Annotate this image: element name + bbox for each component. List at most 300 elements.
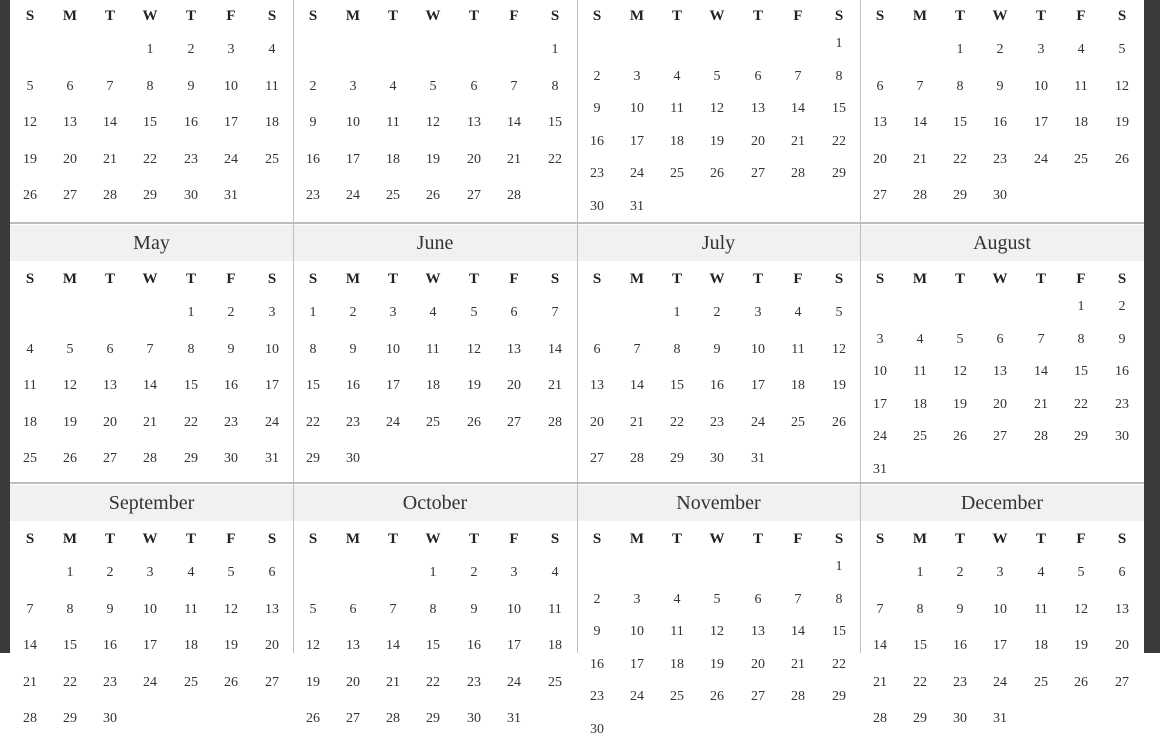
day-cell: 15 [306, 378, 320, 393]
day-cell: 9 [593, 101, 601, 116]
day-cell: 20 [467, 151, 481, 167]
day-cell: 1 [916, 565, 924, 580]
day-cell: 15 [548, 115, 562, 130]
day-cell: 21 [23, 674, 37, 690]
day-cell: 13 [1115, 601, 1129, 617]
weekday-header: F [793, 8, 803, 24]
month-panel [10, 0, 293, 223]
day-cell: 12 [710, 624, 724, 639]
day-cell: 27 [467, 188, 481, 203]
day-cell: 21 [791, 133, 805, 149]
month-title: September [10, 485, 293, 521]
weekday-header: F [1076, 271, 1086, 287]
day-cell: 25 [386, 188, 400, 203]
day-cell: 6 [106, 341, 114, 357]
day-cell: 28 [873, 711, 887, 726]
day-cell: 4 [1077, 42, 1085, 57]
day-cell: 24 [993, 674, 1007, 690]
day-cell: 21 [386, 674, 400, 690]
weekday-header: F [226, 531, 236, 547]
day-cell: 5 [1118, 42, 1126, 57]
weekday-header: S [550, 271, 560, 287]
day-cell: 24 [143, 674, 157, 690]
weekday-header: S [308, 271, 318, 287]
day-cell: 11 [23, 378, 37, 393]
day-cell: 2 [1118, 299, 1126, 314]
weekday-header: T [104, 8, 115, 24]
month-panel [10, 223, 293, 483]
day-cell: 3 [349, 78, 357, 94]
day-cell: 21 [548, 378, 562, 393]
day-cell: 6 [66, 78, 74, 94]
weekday-header: T [387, 8, 398, 24]
weekday-header: T [671, 271, 682, 287]
day-cell: 11 [426, 341, 440, 357]
day-cell: 9 [593, 624, 601, 639]
weekday-header: F [226, 8, 236, 24]
weekday-header: T [1035, 271, 1046, 287]
day-cell: 31 [265, 451, 279, 466]
day-cell: 9 [1118, 331, 1126, 347]
weekday-header: F [509, 271, 519, 287]
day-cell: 24 [630, 166, 644, 181]
day-cell: 24 [224, 151, 238, 167]
day-cell: 7 [146, 341, 154, 357]
day-cell: 9 [349, 341, 357, 357]
day-cell: 22 [1074, 396, 1088, 412]
day-cell: 28 [23, 711, 37, 726]
page-border-right [1144, 0, 1160, 653]
weekday-header: M [629, 8, 645, 24]
day-cell: 3 [268, 305, 276, 320]
day-cell: 1 [146, 42, 154, 57]
month-panel [293, 0, 577, 223]
day-cell: 19 [224, 638, 238, 653]
weekday-header: M [345, 531, 361, 547]
day-cell: 23 [467, 674, 481, 690]
day-cell: 11 [791, 341, 805, 357]
day-cell: 27 [751, 166, 765, 181]
weekday-header: S [875, 531, 885, 547]
day-cell: 27 [507, 414, 521, 430]
day-cell: 26 [63, 451, 77, 466]
day-cell: 18 [1074, 115, 1088, 130]
day-cell: 19 [953, 396, 967, 412]
weekday-header: S [308, 8, 318, 24]
day-cell: 12 [710, 101, 724, 116]
day-cell: 8 [187, 341, 195, 357]
day-cell: 25 [670, 166, 684, 181]
weekday-header: S [834, 8, 844, 24]
day-cell: 22 [184, 414, 198, 430]
weekday-header: S [592, 271, 602, 287]
day-cell: 29 [1074, 429, 1088, 444]
day-cell: 1 [956, 42, 964, 57]
day-cell: 21 [630, 414, 644, 430]
weekday-header: M [62, 271, 78, 287]
day-cell: 29 [913, 711, 927, 726]
day-cell: 12 [23, 115, 37, 130]
day-cell: 16 [993, 115, 1007, 130]
weekday-header: W [709, 8, 725, 24]
day-cell: 5 [309, 601, 317, 617]
day-cell: 24 [1034, 151, 1048, 167]
day-cell: 14 [103, 115, 117, 130]
day-cell: 4 [794, 305, 802, 320]
day-cell: 30 [1115, 429, 1129, 444]
day-cell: 2 [227, 305, 235, 320]
day-cell: 11 [670, 101, 684, 116]
day-cell: 21 [791, 656, 805, 672]
day-cell: 23 [1115, 396, 1129, 412]
day-cell: 14 [873, 638, 887, 653]
day-cell: 30 [953, 711, 967, 726]
day-cell: 12 [63, 378, 77, 393]
month-panel [10, 483, 293, 726]
day-cell: 13 [993, 364, 1007, 379]
day-cell: 22 [670, 414, 684, 430]
day-cell: 14 [386, 638, 400, 653]
day-cell: 13 [873, 115, 887, 130]
day-cell: 30 [590, 198, 604, 214]
day-cell: 8 [835, 591, 843, 607]
day-cell: 15 [143, 115, 157, 130]
day-cell: 20 [63, 151, 77, 167]
day-cell: 2 [349, 305, 357, 320]
day-cell: 29 [63, 711, 77, 726]
day-cell: 29 [832, 166, 846, 181]
day-cell: 24 [507, 674, 521, 690]
weekday-header: F [509, 531, 519, 547]
day-cell: 3 [754, 305, 762, 320]
day-cell: 11 [184, 601, 198, 617]
day-cell: 28 [630, 451, 644, 466]
day-cell: 13 [590, 378, 604, 393]
month-panel [293, 223, 577, 483]
day-cell: 16 [184, 115, 198, 130]
day-cell: 23 [710, 414, 724, 430]
day-cell: 26 [953, 429, 967, 444]
day-cell: 31 [993, 711, 1007, 726]
month-panel [577, 483, 860, 737]
month-panel [577, 0, 860, 223]
day-cell: 30 [710, 451, 724, 466]
day-cell: 23 [590, 166, 604, 181]
year-calendar-grid [10, 0, 1144, 737]
month-title: October [293, 485, 577, 521]
day-cell: 29 [426, 711, 440, 726]
day-cell: 6 [754, 591, 762, 607]
day-cell: 26 [426, 188, 440, 203]
day-cell: 12 [832, 341, 846, 357]
day-cell: 5 [66, 341, 74, 357]
day-cell: 2 [593, 68, 601, 84]
day-cell: 16 [306, 151, 320, 167]
day-cell: 5 [470, 305, 478, 320]
day-cell: 25 [265, 151, 279, 167]
day-cell: 20 [993, 396, 1007, 412]
day-cell: 27 [751, 689, 765, 704]
weekday-header: T [671, 8, 682, 24]
weekday-header: S [25, 531, 35, 547]
day-cell: 3 [996, 565, 1004, 580]
month-title: May [10, 225, 293, 261]
day-cell: 3 [510, 565, 518, 580]
day-cell: 4 [429, 305, 437, 320]
day-cell: 28 [1034, 429, 1048, 444]
day-cell: 19 [710, 656, 724, 672]
day-cell: 17 [751, 378, 765, 393]
weekday-header: T [954, 271, 965, 287]
day-cell: 10 [873, 364, 887, 379]
day-cell: 13 [467, 115, 481, 130]
day-cell: 1 [66, 565, 74, 580]
day-cell: 18 [23, 414, 37, 430]
day-cell: 3 [146, 565, 154, 580]
day-cell: 24 [386, 414, 400, 430]
day-cell: 25 [791, 414, 805, 430]
day-cell: 8 [66, 601, 74, 617]
day-cell: 26 [23, 188, 37, 203]
day-cell: 5 [227, 565, 235, 580]
day-cell: 6 [510, 305, 518, 320]
day-cell: 12 [306, 638, 320, 653]
day-cell: 21 [1034, 396, 1048, 412]
weekday-header: T [752, 531, 763, 547]
day-cell: 13 [751, 101, 765, 116]
weekday-header: W [709, 531, 725, 547]
day-cell: 7 [794, 68, 802, 84]
day-cell: 26 [710, 166, 724, 181]
day-cell: 16 [1115, 364, 1129, 379]
day-cell: 10 [751, 341, 765, 357]
day-cell: 7 [389, 601, 397, 617]
month-panel [860, 223, 1144, 483]
month-title: July [577, 225, 860, 261]
day-cell: 5 [835, 305, 843, 320]
day-cell: 26 [1074, 674, 1088, 690]
day-cell: 29 [184, 451, 198, 466]
day-cell: 13 [103, 378, 117, 393]
day-cell: 22 [426, 674, 440, 690]
day-cell: 31 [751, 451, 765, 466]
day-cell: 6 [754, 68, 762, 84]
day-cell: 4 [1037, 565, 1045, 580]
weekday-header: T [671, 531, 682, 547]
day-cell: 28 [548, 414, 562, 430]
day-cell: 10 [265, 341, 279, 357]
day-cell: 7 [916, 78, 924, 94]
weekday-header: M [912, 271, 928, 287]
day-cell: 22 [143, 151, 157, 167]
day-cell: 11 [386, 115, 400, 130]
day-cell: 29 [143, 188, 157, 203]
day-cell: 5 [713, 591, 721, 607]
weekday-header: T [185, 271, 196, 287]
day-cell: 21 [913, 151, 927, 167]
day-cell: 26 [1115, 151, 1129, 167]
day-cell: 25 [913, 429, 927, 444]
day-cell: 8 [429, 601, 437, 617]
weekday-header: T [752, 8, 763, 24]
day-cell: 3 [876, 331, 884, 347]
day-cell: 9 [227, 341, 235, 357]
day-cell: 15 [913, 638, 927, 653]
month-panel [860, 483, 1144, 726]
day-cell: 5 [26, 78, 34, 94]
day-cell: 15 [63, 638, 77, 653]
day-cell: 8 [956, 78, 964, 94]
day-cell: 25 [670, 689, 684, 704]
day-cell: 11 [1074, 78, 1088, 94]
day-cell: 3 [227, 42, 235, 57]
day-cell: 10 [630, 101, 644, 116]
weekday-header: S [550, 531, 560, 547]
day-cell: 16 [710, 378, 724, 393]
day-cell: 8 [551, 78, 559, 94]
day-cell: 14 [23, 638, 37, 653]
day-cell: 23 [306, 188, 320, 203]
day-cell: 1 [309, 305, 317, 320]
day-cell: 11 [913, 364, 927, 379]
day-cell: 17 [873, 396, 887, 412]
day-cell: 14 [143, 378, 157, 393]
day-cell: 17 [1034, 115, 1048, 130]
weekday-header: F [509, 8, 519, 24]
day-cell: 8 [1077, 331, 1085, 347]
day-cell: 8 [146, 78, 154, 94]
day-cell: 14 [507, 115, 521, 130]
day-cell: 6 [349, 601, 357, 617]
day-cell: 14 [1034, 364, 1048, 379]
day-cell: 31 [224, 188, 238, 203]
day-cell: 18 [548, 638, 562, 653]
weekday-header: S [875, 8, 885, 24]
day-cell: 16 [953, 638, 967, 653]
month-title: June [293, 225, 577, 261]
day-cell: 2 [593, 591, 601, 607]
day-cell: 13 [751, 624, 765, 639]
day-cell: 30 [184, 188, 198, 203]
day-cell: 25 [184, 674, 198, 690]
day-cell: 4 [916, 331, 924, 347]
day-cell: 18 [426, 378, 440, 393]
day-cell: 15 [184, 378, 198, 393]
day-cell: 26 [832, 414, 846, 430]
day-cell: 14 [791, 101, 805, 116]
day-cell: 6 [996, 331, 1004, 347]
day-cell: 22 [306, 414, 320, 430]
day-cell: 27 [103, 451, 117, 466]
day-cell: 10 [143, 601, 157, 617]
day-cell: 17 [386, 378, 400, 393]
day-cell: 26 [710, 689, 724, 704]
day-cell: 18 [791, 378, 805, 393]
day-cell: 13 [507, 341, 521, 357]
day-cell: 7 [1037, 331, 1045, 347]
day-cell: 25 [23, 451, 37, 466]
day-cell: 21 [507, 151, 521, 167]
day-cell: 18 [1034, 638, 1048, 653]
day-cell: 7 [551, 305, 559, 320]
day-cell: 9 [996, 78, 1004, 94]
day-cell: 10 [630, 624, 644, 639]
weekday-header: W [992, 531, 1008, 547]
day-cell: 22 [548, 151, 562, 167]
day-cell: 14 [548, 341, 562, 357]
weekday-header: W [425, 531, 441, 547]
day-cell: 3 [1037, 42, 1045, 57]
weekday-header: T [468, 271, 479, 287]
day-cell: 20 [265, 638, 279, 653]
day-cell: 1 [187, 305, 195, 320]
day-cell: 17 [224, 115, 238, 130]
month-title: November [577, 485, 860, 521]
month-panel [860, 0, 1144, 223]
weekday-header: T [954, 531, 965, 547]
weekday-header: M [912, 8, 928, 24]
day-cell: 12 [224, 601, 238, 617]
day-cell: 8 [309, 341, 317, 357]
day-cell: 20 [507, 378, 521, 393]
day-cell: 13 [265, 601, 279, 617]
day-cell: 30 [224, 451, 238, 466]
weekday-header: S [592, 8, 602, 24]
weekday-header: W [709, 271, 725, 287]
day-cell: 27 [346, 711, 360, 726]
day-cell: 27 [873, 188, 887, 203]
day-cell: 27 [265, 674, 279, 690]
day-cell: 1 [551, 42, 559, 57]
weekday-header: W [425, 8, 441, 24]
column-divider [293, 0, 294, 653]
day-cell: 17 [265, 378, 279, 393]
day-cell: 23 [103, 674, 117, 690]
weekday-header: M [62, 8, 78, 24]
day-cell: 31 [630, 198, 644, 214]
day-cell: 22 [953, 151, 967, 167]
day-cell: 16 [590, 656, 604, 672]
weekday-header: M [62, 531, 78, 547]
day-cell: 16 [346, 378, 360, 393]
weekday-header: S [875, 271, 885, 287]
day-cell: 22 [63, 674, 77, 690]
day-cell: 4 [551, 565, 559, 580]
day-cell: 25 [548, 674, 562, 690]
day-cell: 26 [306, 711, 320, 726]
day-cell: 16 [224, 378, 238, 393]
day-cell: 22 [832, 656, 846, 672]
weekday-header: T [185, 8, 196, 24]
day-cell: 12 [953, 364, 967, 379]
month-title: December [860, 485, 1144, 521]
day-cell: 16 [103, 638, 117, 653]
row-divider [10, 222, 1144, 224]
day-cell: 17 [630, 133, 644, 149]
weekday-header: M [629, 271, 645, 287]
weekday-header: M [912, 531, 928, 547]
day-cell: 11 [1034, 601, 1048, 617]
day-cell: 15 [953, 115, 967, 130]
day-cell: 19 [63, 414, 77, 430]
day-cell: 18 [184, 638, 198, 653]
day-cell: 25 [1074, 151, 1088, 167]
weekday-header: W [142, 8, 158, 24]
day-cell: 26 [224, 674, 238, 690]
day-cell: 10 [386, 341, 400, 357]
day-cell: 17 [143, 638, 157, 653]
day-cell: 29 [953, 188, 967, 203]
